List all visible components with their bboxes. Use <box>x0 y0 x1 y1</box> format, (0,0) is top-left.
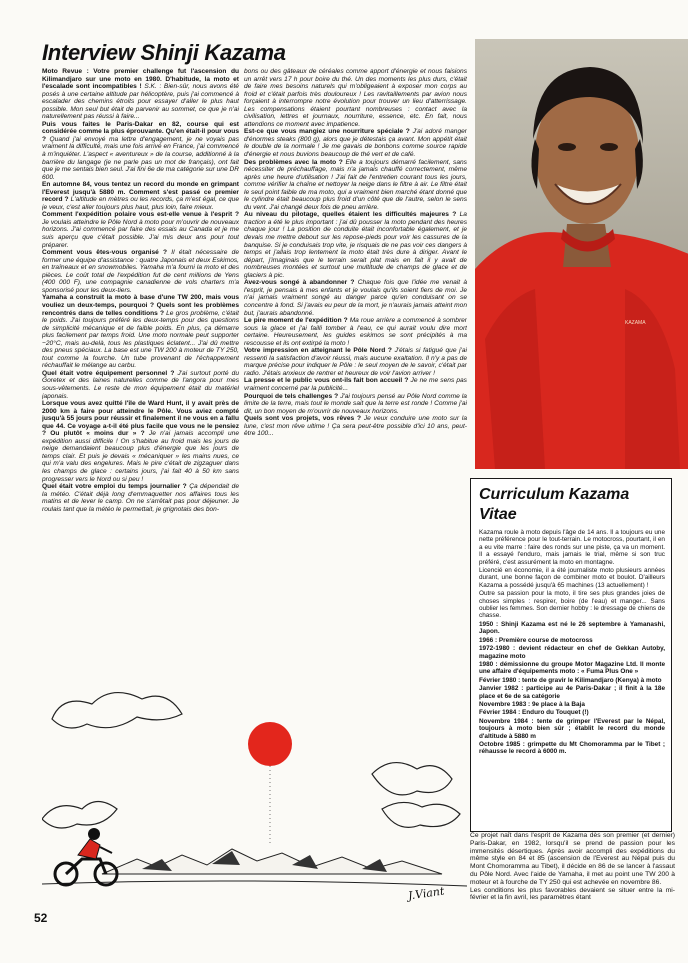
timeline-year: 1972-1980 : <box>479 645 516 653</box>
answer-text: Je voulais atteindre le Pôle Nord à moto pour m'ouvrir de nouveaux horizons. J'ai commencé par faire des essais au Canada et je me suis aperçu que c'était possible. J'ai mis deux ans pour tout préparer. <box>42 218 239 249</box>
qa-item <box>42 400 239 483</box>
answer-text: Il était nécessaire de former une équipe d'assistance : quatre Japonais et deux Eskimos, en traîneaux et en snowmobiles. Yamaha m'a fourni la moto et des pièces. Le coût total de l'expédition fut de cent millions de Yens (400 000 F), une compagnie canadienne de vols charters m'a sponsorisé pour les deux-tiers. <box>42 249 239 294</box>
interview-column-1 <box>42 68 239 668</box>
question-text: Pourquoi de tels challenges ? <box>244 392 339 400</box>
timeline-text: tente de grimper l'Everest par le Népal, toujours à moto bien sûr ; établit le record du monde d'altitude à 5880 m <box>479 717 665 740</box>
timeline-text: devient rédacteur en chef de Gekkan Autoby, magazine moto <box>479 645 665 660</box>
question-text: Des problèmes avec la moto ? <box>244 158 343 166</box>
timeline-year: Novembre 1983 : <box>479 700 531 708</box>
cloud-icon <box>372 763 452 795</box>
question-text: Quels sont vos projets, vos rêves ? <box>244 415 362 423</box>
curriculum-box <box>470 478 672 832</box>
curriculum-title: Curriculum Kazama Vitae <box>479 486 630 523</box>
question-text: Quel était votre équipement personnel ? <box>42 369 175 377</box>
timeline-text: démissionne du groupe Motor Magazine Ltd. Il monte une affaire d'équipements moto : « Fuma Plus One » <box>479 660 665 676</box>
timeline-entry <box>479 621 665 636</box>
qa-item <box>42 249 239 294</box>
cloud-icon <box>382 802 460 827</box>
timeline-entry <box>479 709 665 716</box>
question-text: Quel était votre emploi du temps journalier ? <box>42 483 187 491</box>
curriculum-intro-paragraph: Licencié en économie, il a été journaliste moto plusieurs années durant, une bonne façon de combiner moto et boulot. D'ailleurs Kazama a possédé jusqu'à 65 machines (13 actuellement) ! <box>479 567 665 589</box>
qa-item <box>244 128 467 158</box>
qa-item <box>42 370 239 400</box>
answer-text: Je ne me sens pas vraiment concerné par la publicité... <box>244 377 467 392</box>
jacket-logo-text: KAZAMA <box>625 320 646 326</box>
question-text: Yamaha a construit la moto à base d'une TW 200, mais vous vouliez un deux-temps, pourquoi ? Quels sont les problèmes rencontrés dans de telles conditions ? <box>42 294 239 317</box>
curriculum-intro-paragraph: Kazama roule à moto depuis l'âge de 14 ans. Il a toujours eu une nette préférence pour le tout-terrain. Le motocross, pourtant, il en a eu vite marre : faire des ronds sur une piste, ça va un moment. Il a essayé l'enduro, mais jamais le trial, même si son truc préféré, c'est assurément la moto en montagne. <box>479 529 665 566</box>
caption-text <box>470 832 675 960</box>
answer-text: bons ou des gâteaux de céréales comme apport d'énergie et nous faisions un arrêt vers 17 h pour boire du thé. Un des moments les plus durs, c'était de faire mes besoins naturels qui m'obligeaient à exposer mon corps au froid et c'était parfois très douloureux ! Les ravitaillements par avion nous forçaient à interrompre notre évolution pour trouver un lieu d'atterrissage. Les compensations étaient pourtant nombreuses : contact avec la civilisation, lettres et journaux, nourriture, essence, etc. En fait, nous attendions ce moment avec impatience. <box>244 68 467 128</box>
page-number: 52 <box>34 911 48 925</box>
portrait-illustration <box>475 39 688 469</box>
qa-item <box>42 121 239 181</box>
sun-icon <box>248 722 292 766</box>
question-text: Est-ce que vous mangiez une nourriture spéciale ? <box>244 128 410 136</box>
cloud-icon <box>52 693 182 728</box>
qa-item <box>244 415 467 438</box>
timeline-text: tente de gravir le Kilimandjaro (Kenya) à moto <box>522 676 662 684</box>
answer-text: Ma roue arrière a commencé à sombrer sous la glace et j'ai failli tomber à l'eau, ce qui aurait voulu dire mort certaine. Heureusement, les guides eskimos se sont précipités à ma rescousse et ils ont extirpé la moto ! <box>244 317 467 347</box>
question-text: Votre impression en atteignant le Pôle Nord ? <box>244 347 392 355</box>
cloud-icon <box>42 802 117 829</box>
timeline-entry <box>479 645 665 660</box>
timeline-entry <box>479 637 665 644</box>
answer-text: Le gros problème, c'était le poids. J'ai toujours préféré les deux-temps pour des questions de simplicité mécanique et de faible poids. En plus, ça démarre plus facilement par temps froid. Une moto normale peut supporter −20°C, mais au-delà, tous les plastiques éclatent... J'ai dû mettre des pneus spéciaux. La base est une TW 200 à moteur de TY 250, tout comme la fourche. Un tube provenant de l'échappement réchauffait le mélange au carbu. <box>42 309 239 370</box>
curriculum-intro-paragraph: Outre sa passion pour la moto, il tire ses plus grandes joies de choses simples : respirer, boire (de l'eau) et manger... Sans oublier les femmes. Son dernier hobby : le dressage de chiens de chasse. <box>479 590 665 620</box>
question-text: Lorsque vous avez quitté l'île de Ward Hunt, il y avait près de 2000 km à faire pour atteindre le Pôle. Vous aviez compté jusqu'à 55 jours pour réussir et finalement il ne vous en a fallu que 44. Ce voyage a-t-il été plus facile que vous ne le pensiez ? Ou plutôt « moins dur » ? <box>42 400 239 438</box>
timeline-text: 9e place à la Baja <box>531 700 585 708</box>
answer-text: L'altitude en mètres ou les records, ça m'est égal, ce que je veux, c'est aller toujours plus haut, plus loin, faire mieux. <box>42 196 239 211</box>
timeline-text: participe au 4e Paris-Dakar ; il finit à la 18e place et 6e de sa catégorie <box>479 685 665 700</box>
question-text: La presse et le public vous ont-ils fait bon accueil ? <box>244 377 409 385</box>
qa-item <box>42 68 239 121</box>
caption-paragraph: Ce projet naît dans l'esprit de Kazama dès son premier (et dernier) Paris-Dakar, en 1982, lorsqu'il se prend de passion pour les immensités désertiques. Après avoir accompli des expéditions du même style en 84 et 85 (ascension de l'Everest au Népal puis du Mont Chomoramma au Tibet), il décide en 86 de se lancer à l'assaut du Pôle Nord. Avec l'aide de Yamaha, il met au point une TW 200 à moteur et à fourche de TY 250 qui est achevée en novembre 86. <box>470 832 675 886</box>
timeline-entry <box>479 701 665 708</box>
question-text: Au niveau du pilotage, quelles étaient les difficultés majeures ? <box>244 211 457 219</box>
answer-text: Ça dépendait de la météo. C'était déjà long d'emmaquetter nos affaires tous les matins et de lever le camp. On ne s'arrêtait pas pour déjeuner. Je roulais tant que la météo le permettait, je grignotais des bon- <box>42 483 239 513</box>
answer-text: J'ai adoré manger d'énormes steaks (800 g), alors que je détestais ça avant. Mon appétit était le double de la normale ! Je me gavais de bonbons comme source rapide d'énergie et nous buvions beaucoup de thé vert et de café. <box>244 128 467 159</box>
answer-text: J'ai surtout porté du Goretex et des laines naturelles comme de l'angora pour mes sous-vêtements. Le reste de mon équipement était du matériel japonais. <box>42 369 239 400</box>
timeline-text: Shinji Kazama est né le 26 septembre à Yamanashi, Japon. <box>479 620 665 636</box>
article-title: Interview Shinji Kazama <box>42 40 286 65</box>
artist-signature: J.Viant <box>407 884 446 903</box>
answer-text: J'ai toujours pensé au Pôle Nord comme la limite de la terre, mais tout le monde sait que la terre est ronde ! Comme j'ai dit, un bon moyen de m'ouvrir de nouveaux horizons. <box>244 392 467 415</box>
timeline-year: Novembre 1984 : <box>479 717 534 725</box>
caption-paragraph: Les conditions les plus favorables devaient se situer entre la mi-février et la fin avril, les paramètres étant <box>470 886 675 902</box>
timeline-year: Octobre 1985 : <box>479 740 525 748</box>
timeline-text: grimpette du Mt Chomoramma par le Tibet ; réhausse le record à 6000 m. <box>479 740 665 756</box>
timeline-year: 1966 : <box>479 636 498 644</box>
answer-text: Chaque fois que l'idée me venait à l'esprit, je pensais à mes enfants et je voulais qu'ils soient fiers de moi. Je n'ai jamais vraiment songé au danger parce qu'en conduisant on se concentre à fond. Si j'avais eu peur de la mort, je n'aurais jamais atteint mon but, j'aurais abandonné. <box>244 279 467 317</box>
portrait-photo <box>475 39 688 469</box>
timeline-entry <box>479 685 665 700</box>
interview-column-2 <box>244 68 467 668</box>
question-text: Comment vous êtes-vous organisé ? <box>42 249 168 257</box>
timeline-entry <box>479 677 665 684</box>
question-text: Le pire moment de l'expédition ? <box>244 317 348 325</box>
answer-text: Je veux conduire une moto sur la lune, c'est mon rêve ultime ! Ça sera peut-être possible d'ici 10 ans, peut-être 100... <box>244 415 467 438</box>
qa-item <box>42 181 239 211</box>
motorcycle-icon <box>55 828 117 885</box>
question-text: Moto Revue : Votre premier challenge fut l'ascension du Kilimandjaro sur une moto en 1980. D'habitude, la moto et l'escalade sont incompatibles ! <box>42 68 239 91</box>
timeline-entry <box>479 661 665 676</box>
qa-item <box>244 159 467 212</box>
timeline-year: Janvier 1982 : <box>479 685 524 693</box>
qa-item <box>42 211 239 249</box>
timeline-year: Février 1984 : <box>479 709 521 717</box>
timeline-year: 1980 : <box>479 660 498 668</box>
answer-text: Elle a toujours démarré facilement, sans nécessiter de préchauffage, mais n'a jamais chauffé correctement, même après une heure d'utilisation ! J'ai fait de l'entretien courant tous les jours, comme vérifier la chaîne et nettoyer la neige dans le filtre à air. Le filtre était le seul point faible de ma moto, qui a vraiment bien marché étant donné que le cylindre était beaucoup plus froid d'un côté que de l'autre, selon le sens du vent. J'ai changé deux fois de pneu arrière. <box>244 158 467 211</box>
qa-item <box>244 317 467 347</box>
answer-text: S.K. : Bien-sûr, nous avons été posés à une certaine altitude par hélicoptère, puis j'ai commencé à escalader des chemins étroits pour essayer d'aller le plus haut possible. Mon seul but était de parvenir au sommet, ce que je n'ai naturellement pas réussi à faire... <box>42 83 239 121</box>
qa-item <box>244 377 467 392</box>
curriculum-body <box>479 529 665 829</box>
timeline-year: 1950 : <box>479 620 499 628</box>
answer-text: J'étais si fatigué que j'ai ressenti la satisfaction d'avoir réussi, mais aucune exaltation. Il n'y a pas de marque précise pour indiquer le Pôle : le seul moyen de le savoir, c'était par radio. J'étais anxieux de rentrer et heureux de voir l'avion arriver ! <box>244 347 467 377</box>
question-text: Comment l'expédition polaire vous est-elle venue à l'esprit ? <box>42 211 239 219</box>
answer-text: Je n'ai jamais accompli une expédition aussi difficile ! On s'habitue au froid mais les jours de neige demandaient beaucoup plus d'énergie que les jours de temps clair. Et puis je devais « mécaniquer » les mains nues, ce qui m'a valu des engelures. Mais le pire c'était de zigzaguer dans les champs de glace : certains jours, j'ai fait 40 à 50 km sans progresser vers le Nord ou si peu ! <box>42 430 239 483</box>
qa-item <box>244 68 467 128</box>
question-text: En automne 84, vous tentez un record du monde en grimpant l'Everest jusqu'à 5880 m. Comment s'est passé ce premier record ? <box>42 181 239 204</box>
qa-item <box>244 393 467 416</box>
qa-item <box>42 483 239 513</box>
question-text: Puis vous faites le Paris-Dakar en 82, course qui est considérée comme la plus éprouvante. Qu'en était-il pour vous ? <box>42 120 239 143</box>
timeline-text: Enduro du Touquet (!) <box>522 709 589 717</box>
answer-text: La traction a été le plus important : j'ai dû pousser la moto pendant des heures chaque jour ! La position de conduite était inconfortable également, et je devais me mettre debout sur les repose-pieds pour voir les cassures de la banquise. Si je conduisais trop vite, je risquais de ne pas voir ces dangers à temps et j'allais trop lentement la moto était très dure à diriger. Avant le départ, j'imaginais que le terrain serait plat mais en fait il y avait de nombreuses montées et surtout une multitude de champs de glace et de glaciers à pic. <box>244 211 467 279</box>
timeline-entry <box>479 741 665 756</box>
qa-item <box>42 294 239 369</box>
question-text: Avez-vous songé à abandonner ? <box>244 279 355 287</box>
timeline-year: Février 1980 : <box>479 676 521 684</box>
motorcycle-sun-illustration <box>42 679 467 904</box>
timeline-entry <box>479 718 665 740</box>
qa-item <box>244 211 467 279</box>
answer-text: Quand j'ai envoyé ma lettre d'engagement, je ne voyais pas vraiment la difficulté, mais une fois arrivé en France, j'ai commencé à m'inquiéter. L'aspect « aventureux » de la course, additionné à la barrière du langage (je ne parle pas un mot de français), ont fait que je me sentais bien seul. J'ai fini 6e de ma catégorie sur une DR 600. <box>42 135 239 181</box>
qa-item <box>244 347 467 377</box>
qa-item <box>244 279 467 317</box>
timeline-text: Première course de motocross <box>498 636 593 644</box>
